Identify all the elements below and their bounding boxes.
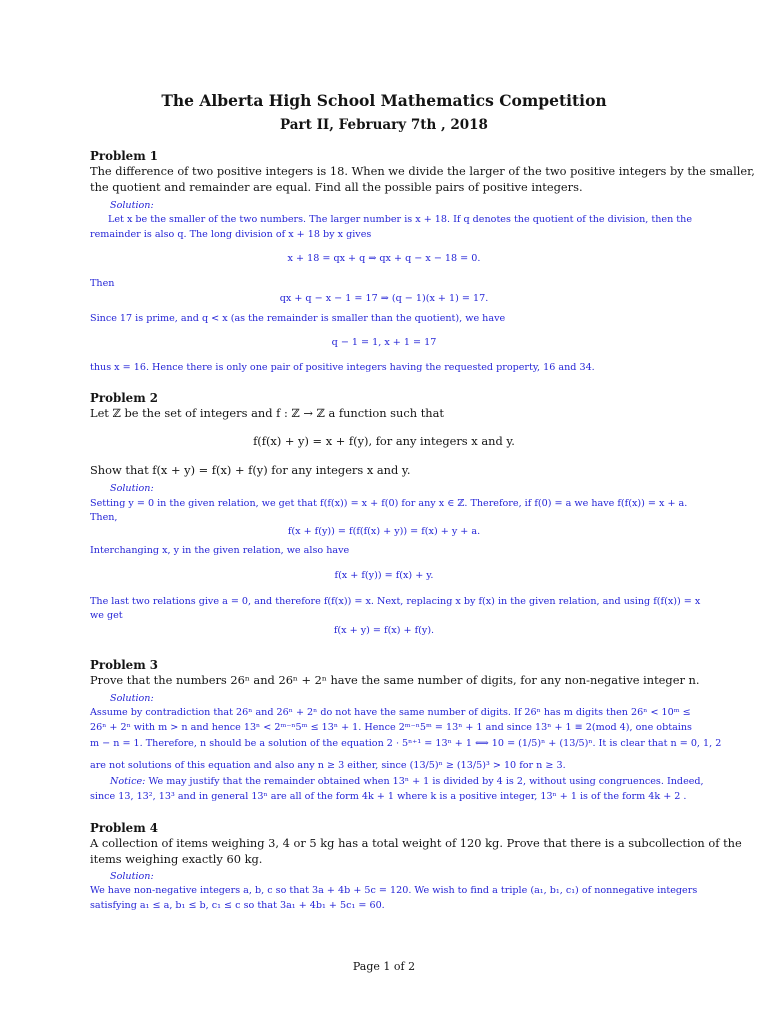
problem-3-notice-line-1 [90, 775, 704, 788]
problem-1-solution-line-5: thus x = 16. Hence there is only one pair of positive integers having the requested property, 16 and 34. [90, 362, 595, 373]
problem-2-text-line-1: Let ℤ be the set of integers and f : ℤ → ℤ a function such that [90, 406, 444, 420]
problem-2-text-line-2: Show that f(x + y) = f(x) + f(y) for any integers x and y. [90, 463, 411, 477]
problem-1-equation-2: qx + q − x − 1 = 17 ⇒ (q − 1)(x + 1) = 17. [279, 293, 489, 304]
problem-3-heading: Problem 3 [90, 658, 158, 672]
problem-2-equation-2: f(x + f(y)) = f(x) + y. [334, 570, 434, 581]
problem-3-solution-label: Solution: [110, 693, 154, 704]
document-title: The Alberta High School Mathematics Competition [161, 91, 607, 110]
problem-2-heading: Problem 2 [90, 391, 158, 405]
problem-3-solution-line-3: m − n = 1. Therefore, n should be a solution of the equation 2 · 5ⁿ⁺¹ = 13ⁿ + 1 ⟺ 10 = (1/5)ⁿ + (13/5)ⁿ. It is clear that n = 0, 1, 2 [90, 738, 722, 749]
problem-2-solution-line-2: Then, [90, 512, 118, 523]
problem-3-solution-line-4: are not solutions of this equation and also any n ≥ 3 either, since (13/5)ⁿ ≥ (13/5)³ > 10 for n ≥ 3. [90, 760, 566, 771]
problem-2-equation-3: f(x + y) = f(x) + f(y). [333, 625, 435, 636]
problem-1-solution-line-2: remainder is also q. The long division of x + 18 by x gives [90, 229, 372, 240]
problem-3-notice-text: We may justify that the remainder obtained when 13ⁿ + 1 is divided by 4 is 2, without using congruences. Indeed, [148, 776, 704, 787]
problem-1-solution-line-1: Let x be the smaller of the two numbers. The larger number is x + 18. If q denotes the quotient of the division, then the [108, 214, 693, 225]
problem-3-solution-line-2: 26ⁿ + 2ⁿ with m > n and hence 13ⁿ < 2ᵐ⁻ⁿ5ᵐ ≤ 13ⁿ + 1. Hence 2ᵐ⁻ⁿ5ᵐ = 13ⁿ + 1 and since 13ⁿ + 1 ≡ 2(mod 4), one obtains [90, 722, 692, 733]
problem-3-text-line-1: Prove that the numbers 26ⁿ and 26ⁿ + 2ⁿ have the same number of digits, for any non-negative integer n. [90, 673, 700, 687]
problem-2-solution-line-1: Setting y = 0 in the given relation, we get that f(f(x)) = x + f(0) for any x ∈ ℤ. Therefore, if f(0) = a we have f(f(x)) = x + a. [90, 498, 688, 509]
problem-4-solution-line-1: We have non-negative integers a, b, c so that 3a + 4b + 5c = 120. We wish to find a triple (a₁, b₁, c₁) of nonnegative integers [90, 885, 698, 896]
problem-1-solution-label: Solution: [110, 200, 154, 211]
problem-1-solution-line-4: Since 17 is prime, and q < x (as the remainder is smaller than the quotient), we have [90, 313, 506, 324]
problem-4-solution-label: Solution: [110, 871, 154, 882]
problem-2-solution-line-3: Interchanging x, y in the given relation, we also have [90, 545, 350, 556]
problem-3-notice-label: Notice: [110, 776, 146, 787]
problem-1-text-line-2: the quotient and remainder are equal. Find all the possible pairs of positive integers. [90, 180, 583, 194]
problem-2-equation-1: f(x + f(y)) = f(f(f(x) + y)) = f(x) + y + a. [287, 526, 481, 537]
problem-1-equation-1: x + 18 = qx + q ⇒ qx + q − x − 18 = 0. [287, 253, 481, 264]
document-subtitle: Part II, February 7th , 2018 [280, 117, 488, 133]
page-number: Page 1 of 2 [352, 960, 416, 973]
problem-4-solution-line-2: satisfying a₁ ≤ a, b₁ ≤ b, c₁ ≤ c so that 3a₁ + 4b₁ + 5c₁ = 60. [90, 900, 385, 911]
problem-2-solution-label: Solution: [110, 483, 154, 494]
problem-1-solution-line-3: Then [90, 278, 115, 289]
problem-1-equation-3: q − 1 = 1, x + 1 = 17 [331, 337, 437, 348]
problem-4-text-line-2: items weighing exactly 60 kg. [90, 852, 263, 866]
problem-4-heading: Problem 4 [90, 821, 158, 835]
problem-1-heading: Problem 1 [90, 149, 158, 163]
problem-3-notice-line-2: since 13, 13², 13³ and in general 13ⁿ are all of the form 4k + 1 where k is a positive integer, 13ⁿ + 1 is of the form 4k + 2 . [90, 791, 687, 802]
problem-2-solution-line-4: The last two relations give a = 0, and therefore f(f(x)) = x. Next, replacing x by f(x) in the given relation, and using f(f(x)) = x [90, 596, 701, 607]
problem-4-text-line-1: A collection of items weighing 3, 4 or 5 kg has a total weight of 120 kg. Prove that there is a subcollection of the [90, 836, 742, 850]
problem-1-text-line-1: The difference of two positive integers is 18. When we divide the larger of the two positive integers by the smaller, [90, 164, 755, 178]
problem-3-solution-line-1: Assume by contradiction that 26ⁿ and 26ⁿ + 2ⁿ do not have the same number of digits. If 26ⁿ has m digits then 26ⁿ < 10ᵐ ≤ [90, 707, 691, 718]
problem-2-equation: f(f(x) + y) = x + f(y), for any integers x and y. [253, 434, 515, 448]
problem-2-solution-line-5: we get [90, 610, 123, 621]
